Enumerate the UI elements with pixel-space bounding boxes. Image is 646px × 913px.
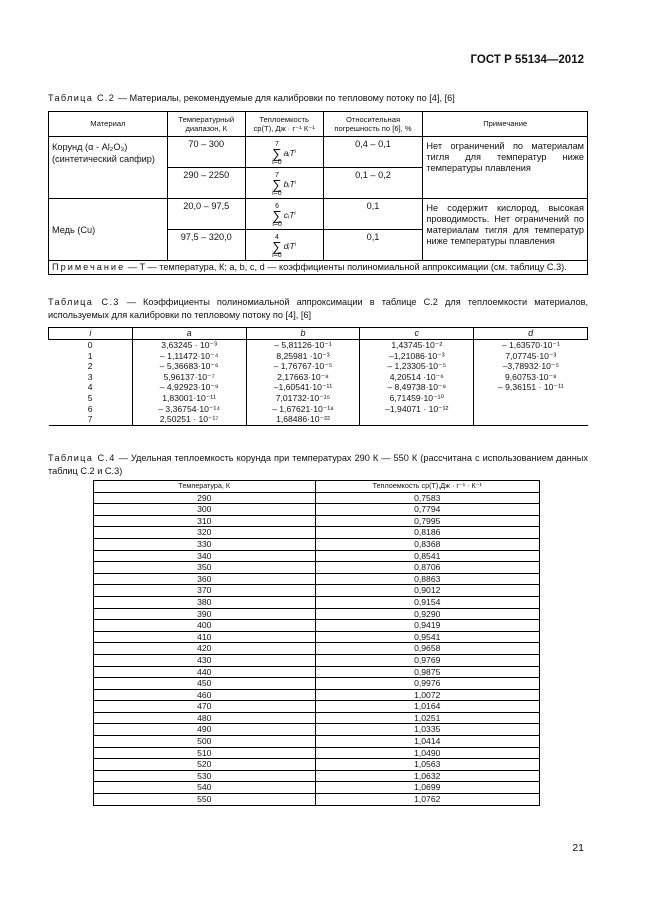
table-cell: 2,50251 · 10⁻¹⁷ <box>132 414 246 425</box>
table-cell: 0,9875 <box>315 666 540 678</box>
sum-upper: 7 <box>274 172 279 179</box>
table-cell: 6 <box>49 404 133 415</box>
table-c3-header-cell: d <box>474 328 588 340</box>
table-cell: – 9,36151 · 10⁻¹¹ <box>474 382 588 393</box>
table-cell: 360 <box>94 573 316 585</box>
table-cell: 5 <box>49 393 133 404</box>
table-cell: 1,0762 <box>315 794 540 806</box>
error-cell: 0,1 – 0,2 <box>323 168 423 199</box>
table-row <box>94 596 540 608</box>
table-row <box>49 199 588 230</box>
table-c4-caption-label: Таблица С.4 <box>48 453 116 463</box>
table-row <box>94 562 540 574</box>
table-c2-header-cell: Теплоемкость cp(T), Дж · г⁻¹ К⁻¹ <box>245 112 323 137</box>
table-cell: 330 <box>94 538 316 550</box>
table-c3-header-row <box>49 328 588 340</box>
table-cell: 500 <box>94 736 316 748</box>
range-cell: 97,5 – 320,0 <box>167 230 245 261</box>
table-cell <box>360 414 474 425</box>
table-cell: –1,60541·10⁻¹¹ <box>246 382 360 393</box>
error-cell: 0,4 – 0,1 <box>323 137 423 168</box>
table-cell: 7,07745·10⁻³ <box>474 351 588 362</box>
table-c3-header-cell: i <box>49 328 133 340</box>
table-row <box>94 573 540 585</box>
table-row <box>94 701 540 713</box>
table-row <box>94 712 540 724</box>
table-cell: 310 <box>94 515 316 527</box>
table-row <box>94 643 540 655</box>
table-cell: 1,0563 <box>315 759 540 771</box>
table-row <box>94 585 540 597</box>
table-cell: – 4,92923·10⁻⁹ <box>132 382 246 393</box>
note-cell: Не содержит кислород, высокая проводимость. Нет ограничений по материалам тигля для температур ниже температуры плавления <box>423 199 588 261</box>
table-cell: –3,78932·10⁻⁵ <box>474 361 588 372</box>
table-c2-note <box>49 261 588 275</box>
table-cell: 0,8186 <box>315 527 540 539</box>
table-cell: – 5,81126·10⁻¹ <box>246 340 360 351</box>
table-cell: –1,94071 · 10⁻¹² <box>360 404 474 415</box>
formula-cell <box>245 137 323 168</box>
material-cell: Медь (Cu) <box>49 199 168 261</box>
table-cell: 9,60753·10⁻⁸ <box>474 372 588 383</box>
table-cell: 400 <box>94 620 316 632</box>
table-cell: – 1,67621·10⁻¹⁸ <box>246 404 360 415</box>
table-row <box>94 794 540 806</box>
table-cell: 420 <box>94 643 316 655</box>
table-row <box>94 666 540 678</box>
sum-expression: bᵢTⁱ <box>283 179 297 189</box>
table-cell: 3,63245 · 10⁻³ <box>132 340 246 351</box>
table-row <box>94 759 540 771</box>
table-c2-header-row <box>49 112 588 137</box>
table-c3-caption-label: Таблица С.3 <box>48 297 120 307</box>
table-cell: – 1,63570·10⁻¹ <box>474 340 588 351</box>
table-c3-caption <box>48 296 588 321</box>
sigma-icon: ∑ <box>272 208 282 223</box>
table-cell: 0,8368 <box>315 538 540 550</box>
table-cell: 2 <box>49 361 133 372</box>
table-cell: 480 <box>94 712 316 724</box>
sum-expression: aᵢTⁱ <box>283 148 297 158</box>
table-cell: 3 <box>49 372 133 383</box>
table-cell: 1 <box>49 351 133 362</box>
table-cell: 0,9658 <box>315 643 540 655</box>
sum-formula <box>272 141 296 166</box>
table-cell: 1,0072 <box>315 689 540 701</box>
sum-formula <box>272 234 296 259</box>
table-cell: 460 <box>94 689 316 701</box>
table-cell: 1,0632 <box>315 770 540 782</box>
table-cell: 540 <box>94 782 316 794</box>
table-row <box>94 631 540 643</box>
table-c4-caption-text: — Удельная теплоемкость корунда при температурах 290 К — 550 К (рассчитана с использованием данных таблиц С.2 и С.3) <box>48 453 588 476</box>
table-cell <box>474 393 588 404</box>
table-c2-caption-text: — Материалы, рекомендуемые для калибровки по тепловому потоку по [4], [6] <box>115 93 455 103</box>
table-c4-header-row <box>94 481 540 493</box>
table-cell: 2,17663·10⁻⁸ <box>246 372 360 383</box>
table-row <box>94 736 540 748</box>
table-cell: 1,83001·10⁻¹¹ <box>132 393 246 404</box>
table-cell: 1,0251 <box>315 712 540 724</box>
table-cell: 8,25981 ·10⁻³ <box>246 351 360 362</box>
table-cell: 0,8706 <box>315 562 540 574</box>
table-row <box>94 620 540 632</box>
sigma-icon: ∑ <box>272 177 282 192</box>
table-cell: 1,0699 <box>315 782 540 794</box>
table-c3-header-cell: b <box>246 328 360 340</box>
table-c3-header-cell: a <box>132 328 246 340</box>
table-c2-note-row <box>49 261 588 275</box>
material-cell: Корунд (α - Al₂O₃) (синтетический сапфир) <box>49 137 168 199</box>
table-cell: 1,0414 <box>315 736 540 748</box>
table-cell: 1,68486·10⁻²² <box>246 414 360 425</box>
table-row <box>49 137 588 168</box>
table-cell: 390 <box>94 608 316 620</box>
table-cell: 0,9154 <box>315 596 540 608</box>
table-row <box>49 351 588 362</box>
table-row <box>49 393 588 404</box>
table-cell: 0,9012 <box>315 585 540 597</box>
table-cell: 0,9976 <box>315 678 540 690</box>
sum-lower: i=0 <box>272 190 282 197</box>
table-row <box>94 608 540 620</box>
table-cell: 340 <box>94 550 316 562</box>
table-cell <box>474 414 588 425</box>
note-cell: Нет ограничений по материалам тигля для температур ниже температуры плавления <box>423 137 588 199</box>
table-row <box>94 492 540 504</box>
sigma-icon: ∑ <box>272 239 282 254</box>
table-cell <box>474 404 588 415</box>
table-row <box>49 382 588 393</box>
table-cell: 370 <box>94 585 316 597</box>
table-cell: 0,8541 <box>315 550 540 562</box>
sum-lower: i=0 <box>272 252 282 259</box>
error-cell: 0,1 <box>323 230 423 261</box>
table-c2-header-cell: Относительная погрешность по [6], % <box>323 112 423 137</box>
table-cell: 520 <box>94 759 316 771</box>
table-cell: 0,8863 <box>315 573 540 585</box>
table-cell: 0 <box>49 340 133 351</box>
table-cell: 6,71459·10⁻¹⁰ <box>360 393 474 404</box>
table-cell: – 1,23305·10⁻⁵ <box>360 361 474 372</box>
range-cell: 290 – 2250 <box>167 168 245 199</box>
table-cell: 1,0490 <box>315 747 540 759</box>
table-cell: – 3,36754·10⁻¹⁴ <box>132 404 246 415</box>
table-c2-header-cell: Материал <box>49 112 168 137</box>
sum-upper: 6 <box>275 203 280 210</box>
sum-expression: cᵢTⁱ <box>283 210 296 220</box>
table-row <box>94 515 540 527</box>
table-cell: 4 <box>49 382 133 393</box>
table-cell: 320 <box>94 527 316 539</box>
table-c4-header-cell: Температура, К <box>94 481 316 493</box>
table-c3-header-cell: c <box>360 328 474 340</box>
table-cell: 0,9541 <box>315 631 540 643</box>
sum-expression: dᵢTⁱ <box>283 241 297 251</box>
table-c3-body <box>49 328 588 426</box>
table-cell: 380 <box>94 596 316 608</box>
table-cell: 490 <box>94 724 316 736</box>
table-row <box>94 504 540 516</box>
table-c4 <box>93 480 540 806</box>
table-row <box>94 527 540 539</box>
table-cell: 290 <box>94 492 316 504</box>
table-cell: 5,96137·10⁻⁷ <box>132 372 246 383</box>
table-row <box>49 414 588 425</box>
table-c2 <box>48 111 588 275</box>
table-cell: 470 <box>94 701 316 713</box>
table-cell: 350 <box>94 562 316 574</box>
table-cell: 7 <box>49 414 133 425</box>
table-cell: 530 <box>94 770 316 782</box>
table-c3 <box>48 327 588 426</box>
table-cell: 430 <box>94 654 316 666</box>
table-cell: 0,9419 <box>315 620 540 632</box>
table-cell: – 1,76767·10⁻⁵ <box>246 361 360 372</box>
table-row <box>94 689 540 701</box>
page-number: 21 <box>572 842 584 854</box>
table-cell: 440 <box>94 666 316 678</box>
formula-cell <box>245 199 323 230</box>
range-cell: 70 – 300 <box>167 137 245 168</box>
table-c4-caption <box>48 452 588 477</box>
table-cell: 1,0164 <box>315 701 540 713</box>
table-row <box>49 404 588 415</box>
table-c2-header-cell: Температурный диапазон, К <box>167 112 245 137</box>
sum-lower: i=0 <box>272 159 282 166</box>
sum-formula <box>272 203 296 228</box>
table-cell: – 5,36683·10⁻⁶ <box>132 361 246 372</box>
table-cell: 7,01732·10⁻¹⁵ <box>246 393 360 404</box>
table-cell: – 1,11472·10⁻⁴ <box>132 351 246 362</box>
note-label: Примечание <box>52 262 126 272</box>
table-row <box>94 782 540 794</box>
table-cell: 450 <box>94 678 316 690</box>
note-text: — T — температура, К; a, b, c, d — коэффициенты полиномиальной аппроксимации (см. таблицу С.3). <box>125 262 567 272</box>
sigma-icon: ∑ <box>272 146 282 161</box>
table-row <box>94 770 540 782</box>
table-c3-caption-text: — Коэффициенты полиномиальной аппроксимации в таблице С.2 для теплоемкости материалов, используемых для калибровки по тепловому потоку по [4], [6] <box>48 297 589 320</box>
table-row <box>94 538 540 550</box>
table-cell: –1,21086·10⁻³ <box>360 351 474 362</box>
table-cell: 0,7995 <box>315 515 540 527</box>
sum-upper: 7 <box>274 141 279 148</box>
table-c4-body <box>94 481 540 806</box>
table-cell: – 8,49738·10⁻⁸ <box>360 382 474 393</box>
document-header: ГОСТ Р 55134—2012 <box>470 54 584 66</box>
table-c2-caption-label: Таблица С.2 <box>48 93 116 103</box>
table-cell: 0,9290 <box>315 608 540 620</box>
range-cell: 20,0 – 97,5 <box>167 199 245 230</box>
table-row <box>94 678 540 690</box>
table-cell: 0,9769 <box>315 654 540 666</box>
table-cell: 4,20514 ·10⁻⁶ <box>360 372 474 383</box>
table-cell: 300 <box>94 504 316 516</box>
table-c4-header-cell: Теплоемкость cp(T),Дж · г⁻¹ · К⁻¹ <box>315 481 540 493</box>
table-row <box>49 340 588 351</box>
sum-lower: i=0 <box>272 221 282 228</box>
table-row <box>94 654 540 666</box>
table-row <box>94 724 540 736</box>
table-row <box>94 747 540 759</box>
table-c2-header-cell: Примечание <box>423 112 588 137</box>
sum-upper: 4 <box>274 234 279 241</box>
formula-cell <box>245 168 323 199</box>
table-c2-caption <box>48 92 588 105</box>
sum-formula <box>272 172 296 197</box>
table-row <box>49 372 588 383</box>
table-row <box>49 361 588 372</box>
table-cell: 550 <box>94 794 316 806</box>
table-cell: 1,0335 <box>315 724 540 736</box>
formula-cell <box>245 230 323 261</box>
table-cell: 0,7583 <box>315 492 540 504</box>
error-cell: 0,1 <box>323 199 423 230</box>
table-cell: 410 <box>94 631 316 643</box>
table-cell: 510 <box>94 747 316 759</box>
table-cell: 0,7794 <box>315 504 540 516</box>
table-cell: 1,43745·10⁻² <box>360 340 474 351</box>
table-row <box>94 550 540 562</box>
